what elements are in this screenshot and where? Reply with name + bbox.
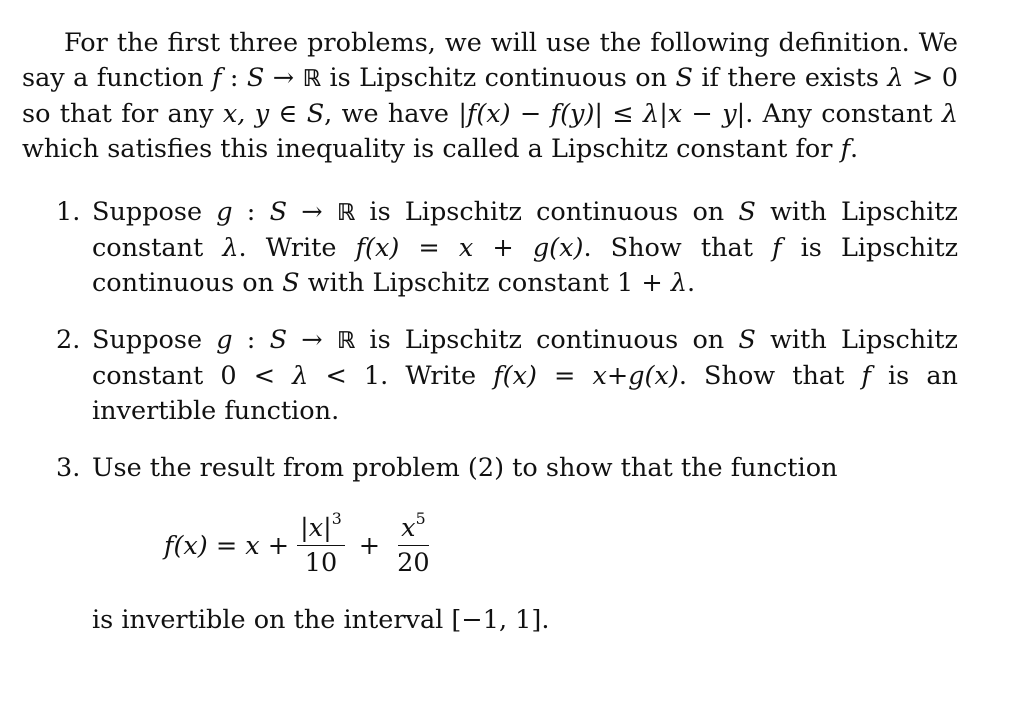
problem-text: with Lipschitz constant 1 + [299,268,671,298]
math-S: S [282,268,300,298]
problem-text: with Lipschitz constant 0 < [92,325,958,391]
lipschitz-inequality: |f(x) − f(y)| ≤ λ|x − y| [458,99,746,129]
math-xy: x, y [222,99,270,129]
problem-text: : [232,197,270,227]
math-S: S [675,63,693,93]
problem-number: 1. [56,197,81,227]
intro-text-7: . Any constant [745,99,942,129]
fraction-denominator: 10 [304,548,338,578]
problem-3 [22,451,958,638]
plus-sign: + [358,530,381,561]
math-S: S [738,325,756,355]
problem-1 [22,195,958,301]
exponent: 5 [415,509,426,529]
intro-text-3: if there exists [692,63,888,93]
problem-text: is Lipschitz continuous on [355,325,739,355]
math-S: S [269,197,288,227]
fraction-numerator [398,509,428,546]
fraction-1 [297,509,345,578]
intro-text-6: , we have [324,99,459,129]
intro-text-2: is Lipschitz continuous on [321,63,676,93]
math-g: g [216,325,233,355]
equation-lhs: f(x) = x + [164,530,290,561]
problem-closing-text: is invertible on the interval [−1, 1]. [92,605,550,635]
document-page [22,26,958,660]
numerator-base: x [401,513,416,543]
problem-text: is Lipschitz continuous on [355,197,739,227]
math-lambda: λ [670,268,687,298]
problem-text: < 1. Write [308,361,494,391]
math-lambda: λ [887,63,904,93]
definition-paragraph [22,26,958,167]
math-S: S [269,325,288,355]
problem-number: 2. [56,325,81,355]
math-f: f [861,361,871,391]
problem-text: . Write [238,233,356,263]
problem-text: : [232,325,270,355]
math-S: S [738,197,756,227]
intro-text-8: which satisfies this inequality is called a Lipschitz constant for [22,134,841,164]
math-lambda: λ [292,361,309,391]
problem-2 [22,323,958,429]
reals-symbol: ℝ [336,328,356,354]
math-S: S [306,99,325,129]
equation: f(x) = x+g(x) [493,361,679,391]
numerator-base: |x| [300,513,332,543]
fraction-2 [394,509,432,578]
problem-text: . Show that [678,361,862,391]
equation: f(x) = x + g(x) [355,233,584,263]
display-equation [164,509,958,578]
arrow-symbol: → [287,325,337,355]
problem-number: 3. [56,453,81,483]
problem-text: is Lipschitz continuous on [92,233,958,298]
math-f: f [772,233,782,263]
fraction-numerator [297,509,345,546]
math-lambda: λ [941,99,958,129]
problem-text: . Show that [583,233,773,263]
fraction-denominator: 20 [397,548,430,578]
intro-text-5: ∈ [269,99,307,129]
reals-symbol: ℝ [336,200,356,226]
problem-text: with Lipschitz constant [92,197,958,263]
reals-symbol: ℝ [302,66,322,92]
arrow-symbol: → [264,63,303,93]
math-f: f [211,63,222,93]
problem-text: is an invertible function. [92,361,958,426]
problem-text: . [687,268,696,298]
problem-text: Suppose [92,325,217,355]
math-f: f [840,134,851,164]
intro-text-9: . [850,134,859,164]
problem-text: Suppose [92,197,217,227]
math-g: g [216,197,233,227]
problem-text: Use the result from problem (2) to show that the function [92,453,838,483]
math-lambda: λ [222,233,239,263]
intro-text-1: For the first three problems, we will use the following definition. We say a function [22,28,958,93]
exponent: 3 [331,509,342,529]
problem-list [22,195,958,638]
intro-colon: : [221,63,247,93]
intro-text-4: > 0 so that for any [22,63,958,129]
math-S: S [246,63,265,93]
arrow-symbol: → [287,197,337,227]
